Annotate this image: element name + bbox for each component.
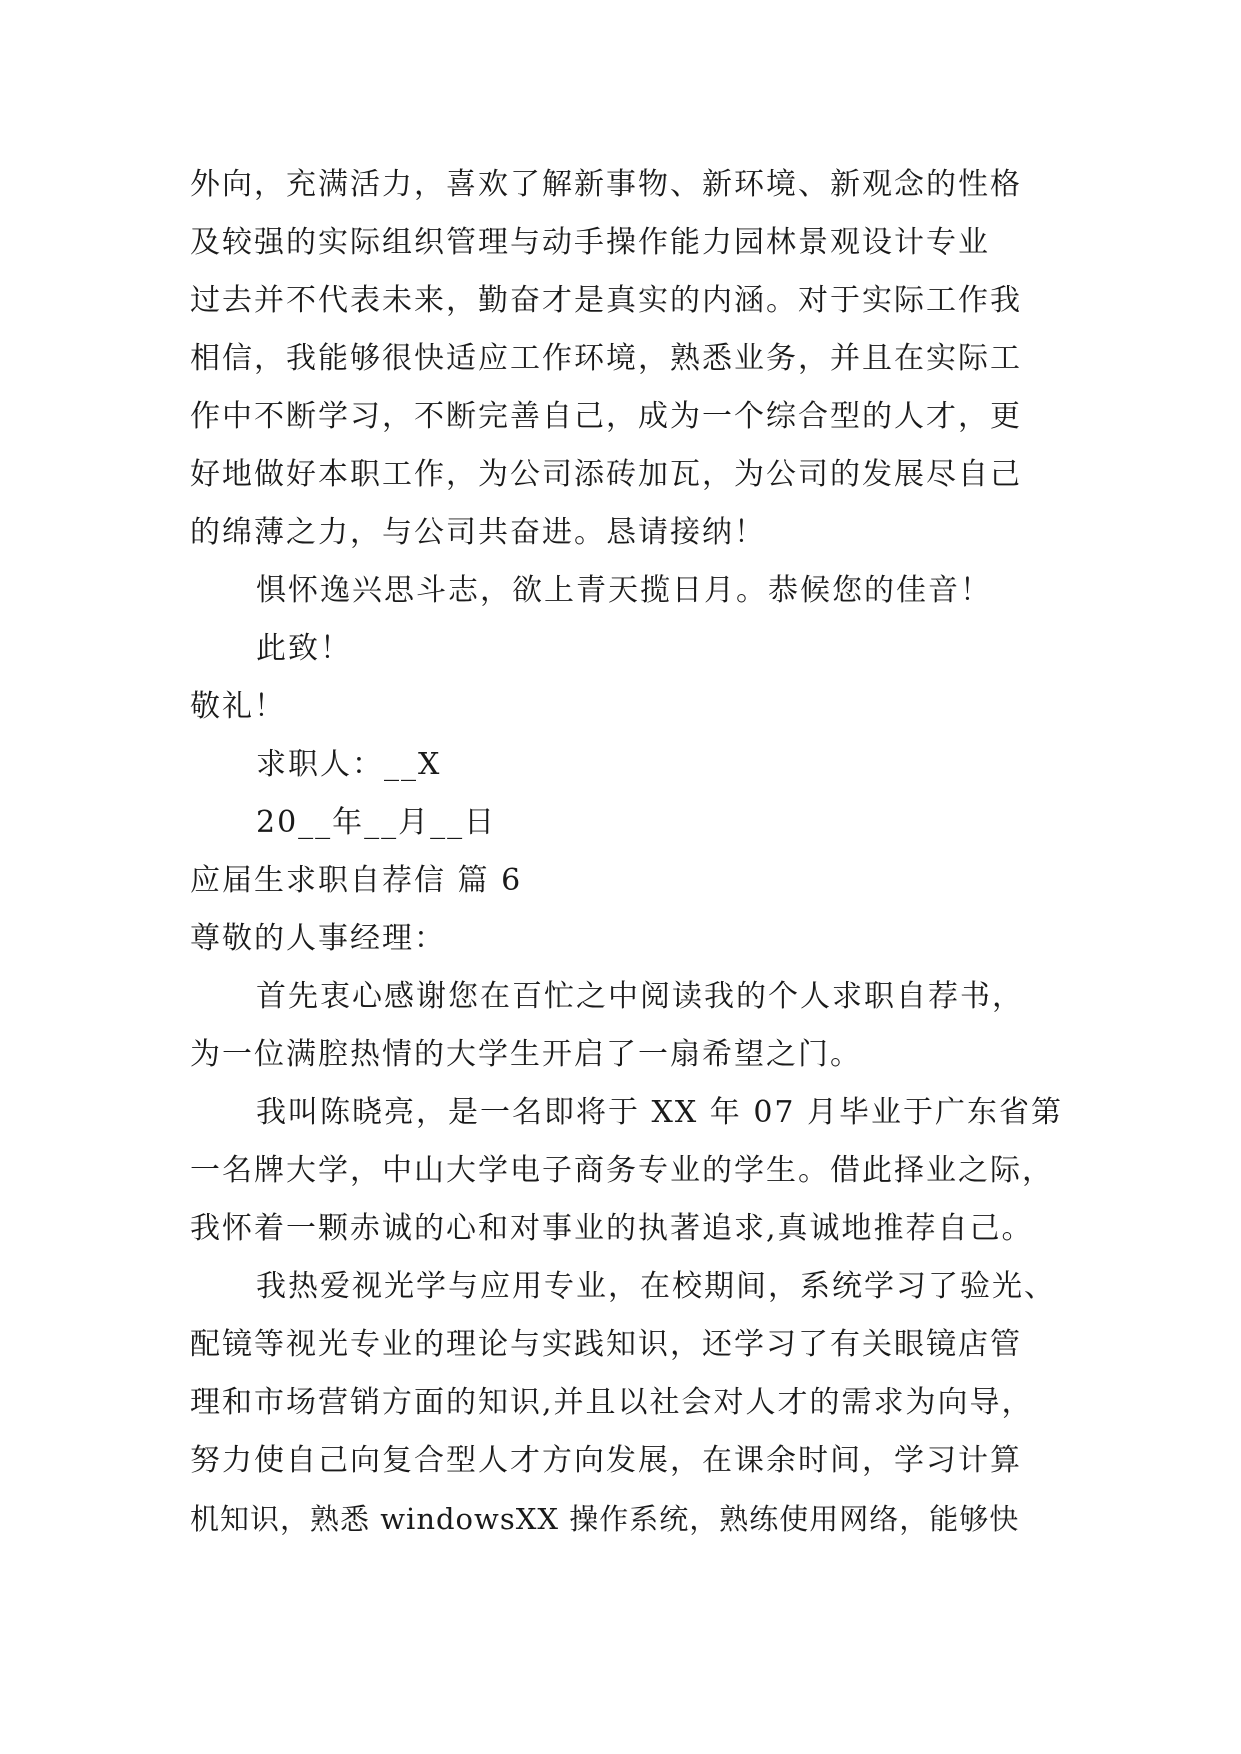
text-line: 机知识，熟悉 windowsXX 操作系统，熟练使用网络，能够快 — [190, 1502, 1020, 1536]
text-line: 理和市场营销方面的知识,并且以社会对人才的需求为向导， — [190, 1385, 1034, 1420]
text-line: 首先衷心感谢您在百忙之中阅读我的个人求职自荐书， — [256, 979, 1024, 1014]
text-line: 的绵薄之力，与公司共奋进。恳请接纳！ — [190, 515, 766, 550]
applicant-signature: 求职人：__X — [256, 747, 442, 782]
text-line: 一名牌大学，中山大学电子商务专业的学生。借此择业之际， — [190, 1153, 1054, 1188]
section-heading: 应届生求职自荐信 篇 6 — [190, 863, 523, 898]
text-line: 配镜等视光专业的理论与实践知识，还学习了有关眼镜店管 — [190, 1327, 1022, 1362]
date-line: 20__年__月__日 — [256, 805, 497, 840]
text-line: 为一位满腔热情的大学生开启了一扇希望之门。 — [190, 1037, 862, 1072]
greeting: 尊敬的人事经理： — [190, 921, 446, 956]
text-line: 作中不断学习，不断完善自己，成为一个综合型的人才，更 — [190, 399, 1022, 434]
text-line: 过去并不代表未来，勤奋才是真实的内涵。对于实际工作我 — [190, 283, 1022, 318]
text-line: 我热爱视光学与应用专业，在校期间，系统学习了验光、 — [256, 1269, 1056, 1304]
text-line: 好地做好本职工作，为公司添砖加瓦，为公司的发展尽自己 — [190, 457, 1022, 492]
text-line: 我怀着一颗赤诚的心和对事业的执著追求,真诚地推荐自己。 — [190, 1211, 1034, 1246]
closing-salutation: 此致！ — [256, 631, 352, 666]
text-line: 外向，充满活力，喜欢了解新事物、新环境、新观念的性格 — [190, 167, 1022, 202]
closing-regards: 敬礼！ — [190, 689, 286, 724]
text-line: 努力使自己向复合型人才方向发展，在课余时间，学习计算 — [190, 1443, 1022, 1478]
text-line: 及较强的实际组织管理与动手操作能力园林景观设计专业 — [190, 225, 990, 260]
text-line: 我叫陈晓亮，是一名即将于 XX 年 07 月毕业于广东省第 — [256, 1095, 1064, 1130]
text-line: 相信，我能够很快适应工作环境，熟悉业务，并且在实际工 — [190, 341, 1022, 376]
text-line: 惧怀逸兴思斗志，欲上青天揽日月。恭候您的佳音！ — [256, 573, 992, 608]
